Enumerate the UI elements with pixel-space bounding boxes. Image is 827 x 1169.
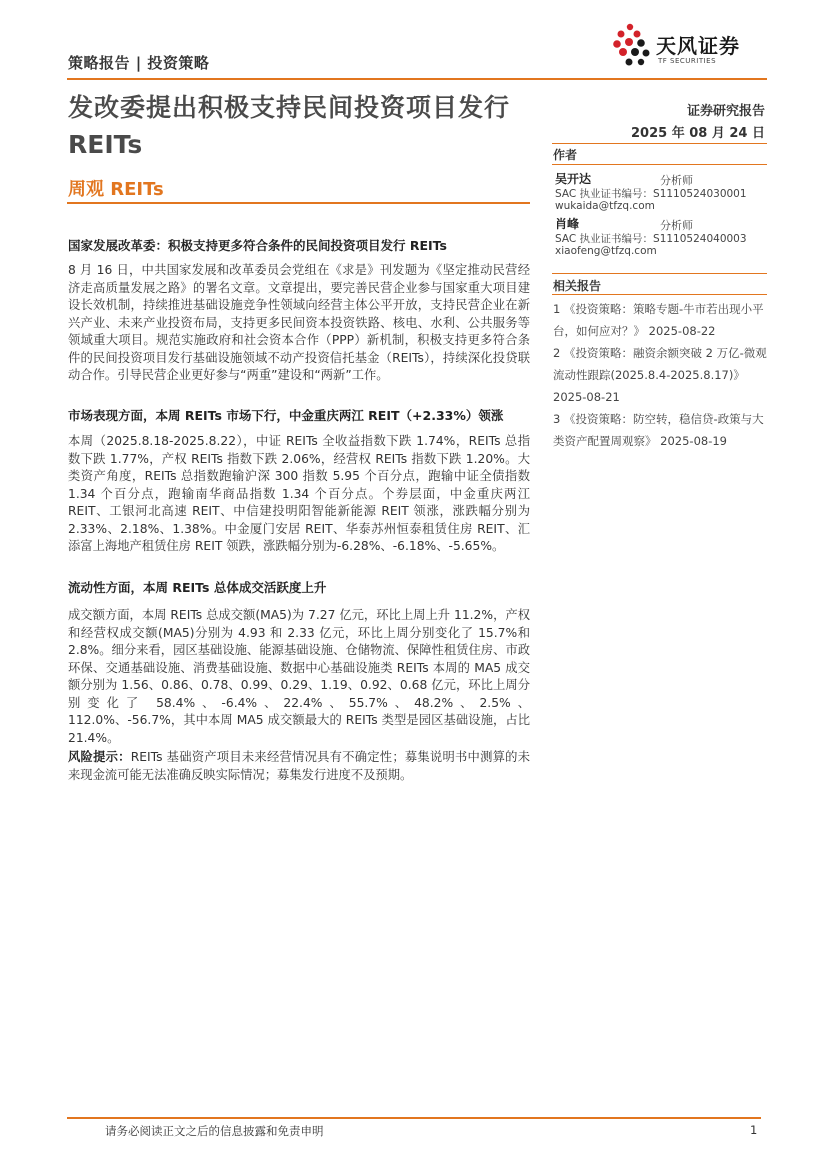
- report-title-line2: REITs: [68, 130, 143, 159]
- footer-disclaimer: 请务必阅读正文之后的信息披露和免责申明: [105, 1124, 324, 1138]
- author-sac: SAC 执业证书编号：S1110524040003: [555, 233, 747, 245]
- author-name: 吴开达: [555, 172, 592, 186]
- section-heading: 市场表现方面，本周 REITs 市场下行，中金重庆两江 REIT（+2.33%）领涨: [68, 408, 504, 423]
- related-report-item[interactable]: 1 《投资策略：策略专题-牛市若出现小平台，如何应对？》 2025-08-22: [553, 302, 764, 338]
- section-paragraph: 成交额方面，本周 REITs 总成交额(MA5)为 7.27 亿元，环比上周上升 11.2%，产权和经营权成交额(MA5)分别为 4.93 和 2.33 亿元，环比上周分别变化了 15.7%和 2.8%。细分来看，园区基础设施、能源基础设施、仓储物流、保障性租赁住房、市政环保、交通基础设施、消费基础设施、数据中心基础设施类 REITs 本周的 MA5 成交额分别为 1.56、0.86、0.78、0.99、0.29、1.19、0.92、0.68 亿元，环比上周分别变化了 58.4%、-6.4%、22.4%、55.7%、48.2%、2.5%、112.0%、-56.7%，其中本周 MA5 成交额最大的 REITs 类型是园区基础设施，占比 21.4%。: [68, 608, 530, 745]
- footer-divider: [67, 1117, 761, 1119]
- report-date: 2025 年 08 月 24 日: [631, 126, 765, 141]
- report-type: 证券研究报告: [686, 104, 765, 119]
- risk-text: REITs 基础资产项目未来经营情况具有不确定性；募集说明书中测算的未来现金流可能无法准确反映实际情况；募集发行进度不及预期。: [68, 750, 530, 782]
- risk-label: 风险提示：: [68, 750, 131, 764]
- authors-heading: 作者: [553, 148, 578, 162]
- sidebar-divider: [552, 294, 767, 295]
- body-section-1: [68, 236, 530, 385]
- author-name: 肖峰: [555, 217, 580, 231]
- page-number: 1: [750, 1123, 758, 1137]
- body-section-2: [68, 406, 530, 556]
- title-divider: [67, 202, 530, 204]
- related-report-item[interactable]: 3 《投资策略：防空转，稳信贷-政策与大类资产配置周观察》 2025-08-19: [553, 412, 764, 448]
- author-role: 分析师: [660, 174, 693, 187]
- author-sac: SAC 执业证书编号：S1110524030001: [555, 188, 747, 200]
- sidebar-divider: [552, 143, 767, 144]
- related-heading: 相关报告: [553, 279, 602, 293]
- sidebar-divider: [552, 164, 767, 165]
- logo-subtext: TF SECURITIES: [658, 57, 717, 65]
- section-heading: 国家发展改革委：积极支持更多符合条件的民间投资项目发行 REITs: [68, 238, 447, 253]
- risk-warning: [68, 749, 530, 784]
- section-heading: 流动性方面，本周 REITs 总体成交活跃度上升: [68, 580, 327, 595]
- company-logo: [612, 22, 762, 70]
- author-role: 分析师: [660, 219, 693, 232]
- report-title-line1: 发改委提出积极支持民间投资项目发行: [68, 93, 511, 122]
- author-email[interactable]: xiaofeng@tfzq.com: [555, 245, 657, 257]
- report-category: 策略报告 | 投资策略: [68, 54, 210, 72]
- header-divider: [67, 78, 767, 80]
- body-section-3: [68, 578, 530, 747]
- section-paragraph: 8 月 16 日，中共国家发展和改革委员会党组在《求是》刊发题为《坚定推动民营经济走高质量发展之路》的署名文章。文章提出，要完善民营企业参与国家重大项目建设长效机制，持续推进基础设施竞争性领域向经营主体公平开放，支持民营企业在新兴产业、未来产业投资布局，支持更多民间资本投资铁路、核电、水利、公共服务等领域重大项目。规范实施政府和社会资本合作（PPP）新机制，积极支持更多符合条件的民间投资项目发行基础设施领域不动产投资信托基金（REITs），持续深化投贷联动合作。引导民营企业更好参与“两重”建设和“两新”工作。: [68, 263, 530, 382]
- logo-text: 天风证券: [656, 34, 740, 58]
- related-reports-list: [553, 298, 768, 452]
- author-email[interactable]: wukaida@tfzq.com: [555, 200, 655, 212]
- report-subtitle: 周观 REITs: [68, 179, 164, 200]
- logo-mark-icon: [612, 22, 654, 68]
- sidebar-divider: [552, 273, 767, 274]
- related-report-item[interactable]: 2 《投资策略：融资余额突破 2 万亿-微观流动性跟踪(2025.8.4-2025.8.17)》 2025-08-21: [553, 346, 767, 404]
- section-paragraph: 本周（2025.8.18-2025.8.22），中证 REITs 全收益指数下跌 1.74%，REITs 总指数下跌 1.77%，产权 REITs 指数下跌 2.06%，经营权 REITs 指数下跌 1.20%。大类资产角度，REITs 总指数跑输沪深 300 指数 5.95 个百分点，跑输中证全债指数 1.34 个百分点，跑输南华商品指数 1.34 个百分点。个券层面，中金重庆两江 REIT、工银河北高速 REIT、中信建投明阳智能新能源 REIT 领涨，涨跌幅分别为 2.33%、2.18%、1.38%。中金厦门安居 REIT、华泰苏州恒泰租赁住房 REIT、汇添富上海地产租赁住房 REIT 领跌，涨跌幅分别为-6.28%、-6.18%、-5.65%。: [68, 434, 530, 553]
